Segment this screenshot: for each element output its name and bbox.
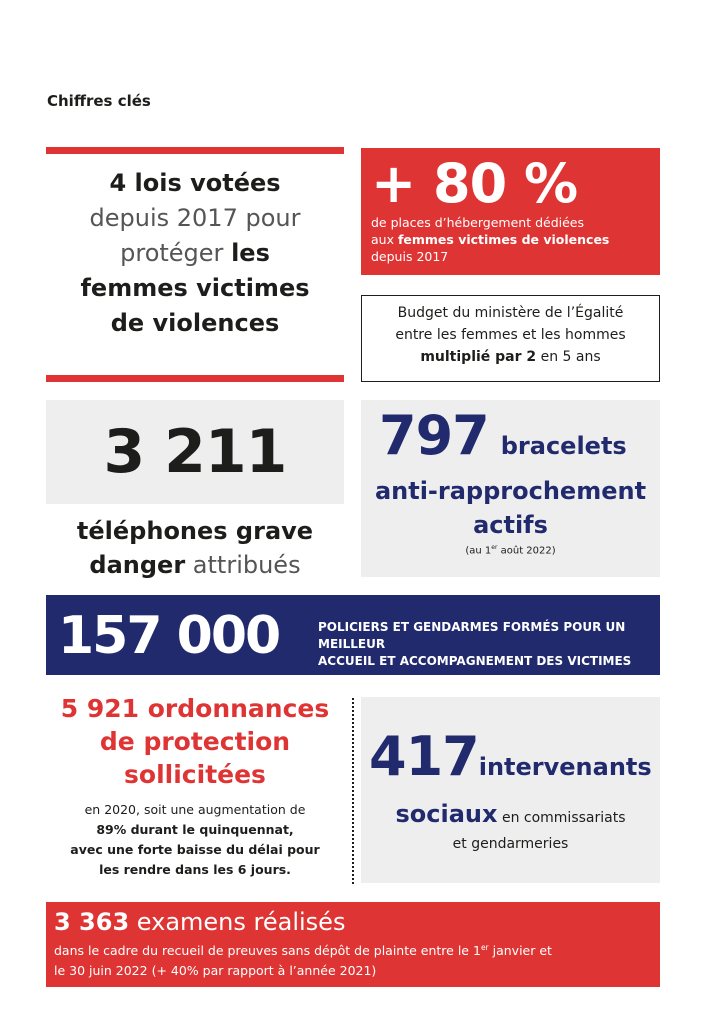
red-rule-bottom xyxy=(46,375,344,382)
hebergement-box xyxy=(361,148,660,275)
lois-line3 xyxy=(46,236,344,271)
hebergement-line3: depuis 2017 xyxy=(371,249,449,264)
telephones-text xyxy=(46,514,344,582)
lois-line4: femmes victimes xyxy=(80,274,310,302)
intervenants-line2-post: en commissariats xyxy=(497,810,626,826)
examens-box xyxy=(46,902,660,987)
red-rule-top xyxy=(46,147,344,154)
policiers-line2: ACCUEIL ET ACCOMPAGNEMENT DES VICTIMES xyxy=(318,654,632,668)
examens-text1 xyxy=(54,938,660,961)
lois-line5: de violences xyxy=(110,309,280,337)
section-heading: Chiffres clés xyxy=(47,92,151,110)
bracelets-number: 797 xyxy=(379,404,489,467)
examens-text1-post: janvier et xyxy=(488,943,552,959)
budget-line3 xyxy=(362,346,659,368)
examens-text1-pre: dans le cadre du recueil de preuves sans dépôt de plainte entre le 1 xyxy=(54,943,481,959)
bracelets-note-post: août 2022) xyxy=(497,545,556,557)
budget-line3-post: en 5 ans xyxy=(536,349,601,365)
budget-line1: Budget du ministère de l’Égalité xyxy=(397,305,624,321)
policiers-text xyxy=(318,619,658,670)
bracelets-box xyxy=(361,400,660,577)
intervenants-line2 xyxy=(361,801,660,831)
examens-text xyxy=(54,938,660,981)
hebergement-line2-pre: aux xyxy=(371,232,398,247)
bracelets-lines xyxy=(361,474,660,542)
policiers-line1: POLICIERS ET GENDARMES FORMÉS POUR UN MEILLEUR xyxy=(318,620,626,651)
policiers-number: 157 000 xyxy=(58,606,280,666)
lois-block xyxy=(46,166,344,341)
intervenants-line3: et gendarmeries xyxy=(452,836,569,852)
policiers-box xyxy=(46,595,660,675)
hebergement-text xyxy=(371,214,660,265)
telephones-line2 xyxy=(46,548,344,582)
lois-line1: 4 lois votées xyxy=(109,169,281,197)
ordonnances-text4: les rendre dans les 6 jours. xyxy=(99,862,291,877)
ordonnances-text2: 89% durant le quinquennat, xyxy=(96,822,294,837)
telephones-line2-light: attribués xyxy=(185,551,301,579)
budget-box xyxy=(361,295,660,382)
lois-line2: depuis 2017 pour xyxy=(89,204,301,232)
bracelets-line2: anti-rapprochement xyxy=(374,477,647,505)
ordonnances-text3: avec une forte baisse du délai pour xyxy=(70,842,320,857)
ordonnances-line2: de protection xyxy=(99,727,291,756)
examens-title xyxy=(54,906,660,938)
intervenants-word: intervenants xyxy=(478,753,652,781)
dotted-divider xyxy=(352,698,354,884)
bracelets-line1 xyxy=(379,404,627,467)
lois-line3-light: protéger xyxy=(120,239,232,267)
intervenants-box xyxy=(361,697,660,883)
hebergement-line2 xyxy=(371,231,660,248)
bracelets-note-pre: (au 1 xyxy=(465,545,492,557)
examens-title-post: examens réalisés xyxy=(129,908,346,936)
examens-text2: le 30 juin 2022 (+ 40% par rapport à l’année 2021) xyxy=(54,963,377,979)
ordonnances-line3: sollicitées xyxy=(124,760,266,789)
bracelets-note xyxy=(361,544,660,556)
ordonnances-line1: 5 921 ordonnances xyxy=(60,694,330,723)
ordonnances-text1: en 2020, soit une augmentation de xyxy=(84,802,306,817)
intervenants-number: 417 xyxy=(369,725,479,788)
telephones-number: 3 211 xyxy=(103,417,287,487)
intervenants-sociaux: sociaux xyxy=(395,800,498,828)
ordonnances-title xyxy=(46,692,344,791)
telephones-line1: téléphones grave xyxy=(76,517,314,545)
intervenants-line1 xyxy=(369,725,652,788)
hebergement-line1: de places d’hébergement dédiées xyxy=(371,215,584,230)
telephones-line2-bold: danger xyxy=(89,551,186,579)
budget-line3-bold: multiplié par 2 xyxy=(420,349,537,365)
bracelets-note-sup: er xyxy=(491,544,498,551)
examens-title-bold: 3 363 xyxy=(54,908,130,936)
bracelets-word: bracelets xyxy=(500,432,627,460)
examens-text1-sup: er xyxy=(480,943,489,952)
hebergement-percent: + 80 % xyxy=(371,152,578,215)
budget-line2: entre les femmes et les hommes xyxy=(395,327,626,343)
hebergement-line2-bold: femmes victimes de violences xyxy=(397,232,610,247)
ordonnances-text xyxy=(46,800,344,880)
intervenants-lines xyxy=(361,801,660,857)
bracelets-line3: actifs xyxy=(473,511,548,539)
lois-line3-bold: les xyxy=(231,239,270,267)
